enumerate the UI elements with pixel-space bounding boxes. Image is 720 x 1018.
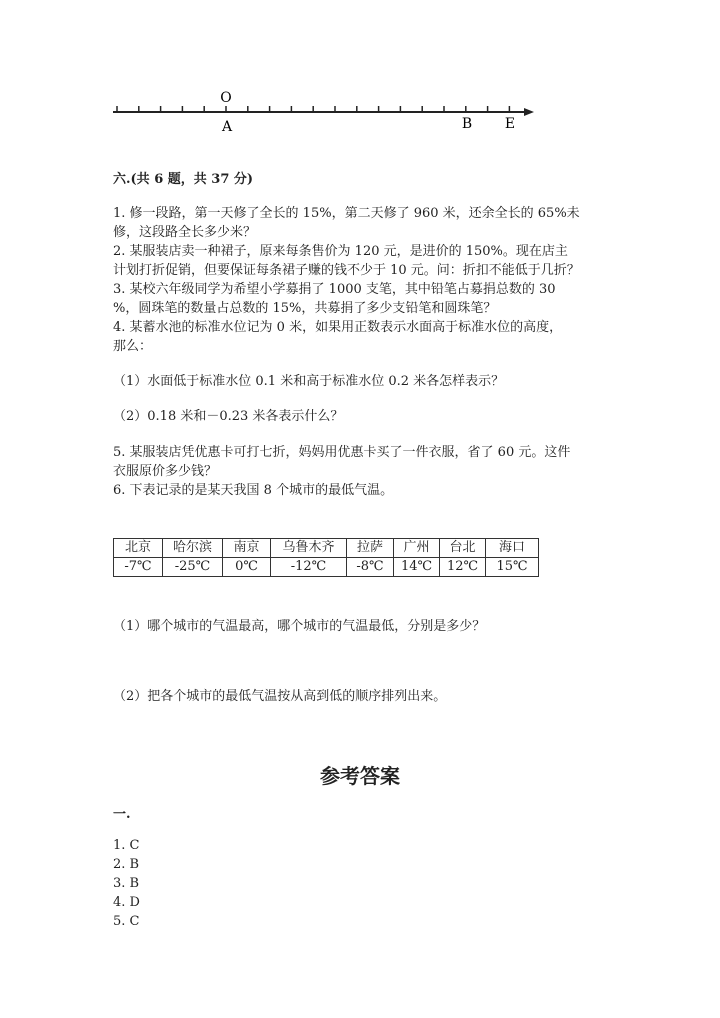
city-cell: 乌鲁木齐 xyxy=(271,539,347,558)
sub-question: （2）把各个城市的最低气温按从高到低的顺序排列出来。 xyxy=(113,689,447,704)
question-line: 5. 某服装店凭优惠卡可打七折，妈妈用优惠卡买了一件衣服，省了 60 元。这件 xyxy=(113,445,571,460)
question-line: 衣服原价多少钱？ xyxy=(113,464,218,479)
temp-cell: -7℃ xyxy=(114,558,163,577)
temp-cell: 12℃ xyxy=(440,558,486,577)
answer-item: 5. C xyxy=(113,914,140,929)
city-cell: 台北 xyxy=(440,539,486,558)
table-row-cities xyxy=(114,539,539,558)
answers-section: 一. xyxy=(113,807,131,822)
temp-cell: 15℃ xyxy=(486,558,539,577)
question-line: 修，这段路全长多少米？ xyxy=(113,225,257,240)
label-a: A xyxy=(221,119,233,135)
sub-question: （1）哪个城市的气温最高，哪个城市的气温最低，分别是多少？ xyxy=(113,619,486,634)
question-line: 那么： xyxy=(113,339,153,354)
sub-question: （1）水面低于标准水位 0.1 米和高于标准水位 0.2 米各怎样表示？ xyxy=(113,374,505,389)
temp-cell: 0℃ xyxy=(223,558,271,577)
question-line: 计划打折促销，但要保证每条裙子赚的钱不少于 10 元。问：折扣不能低于几折？ xyxy=(113,263,580,278)
temperature-table xyxy=(113,538,539,577)
question-line: 6. 下表记录的是某天我国 8 个城市的最低气温。 xyxy=(113,483,394,498)
answer-item: 3. B xyxy=(113,876,140,891)
label-o: O xyxy=(220,90,232,106)
label-b: B xyxy=(461,116,473,132)
city-cell: 哈尔滨 xyxy=(163,539,223,558)
city-cell: 北京 xyxy=(114,539,163,558)
temp-cell: 14℃ xyxy=(394,558,440,577)
temp-cell: -12℃ xyxy=(271,558,347,577)
temp-cell: -8℃ xyxy=(347,558,394,577)
question-line: 3. 某校六年级同学为希望小学募捐了 1000 支笔，其中铅笔占募捐总数的 30 xyxy=(113,282,556,297)
question-line: 2. 某服装店卖一种裙子，原来每条售价为 120 元，是进价的 150%。现在店主 xyxy=(113,244,568,259)
question-line: %，圆珠笔的数量占总数的 15%，共募捐了多少支铅笔和圆珠笔？ xyxy=(113,301,497,316)
temp-cell: -25℃ xyxy=(163,558,223,577)
question-line: 4. 某蓄水池的标准水位记为 0 米，如果用正数表示水面高于标准水位的高度， xyxy=(113,320,563,335)
label-e: E xyxy=(504,116,516,132)
answer-item: 2. B xyxy=(113,857,140,872)
question-line: 1. 修一段路，第一天修了全长的 15%，第二天修了 960 米，还余全长的 65%未 xyxy=(113,206,580,221)
table-row-temps xyxy=(114,558,539,577)
answers-title: 参考答案 xyxy=(320,764,400,788)
answer-item: 1. C xyxy=(113,838,140,853)
number-line xyxy=(0,0,720,140)
sub-question: （2）0.18 米和－0.23 米各表示什么？ xyxy=(113,409,344,424)
city-cell: 南京 xyxy=(223,539,271,558)
section-heading: 六.(共 6 题，共 37 分) xyxy=(113,172,254,187)
answer-item: 4. D xyxy=(113,895,140,910)
city-cell: 拉萨 xyxy=(347,539,394,558)
city-cell: 广州 xyxy=(394,539,440,558)
city-cell: 海口 xyxy=(486,539,539,558)
